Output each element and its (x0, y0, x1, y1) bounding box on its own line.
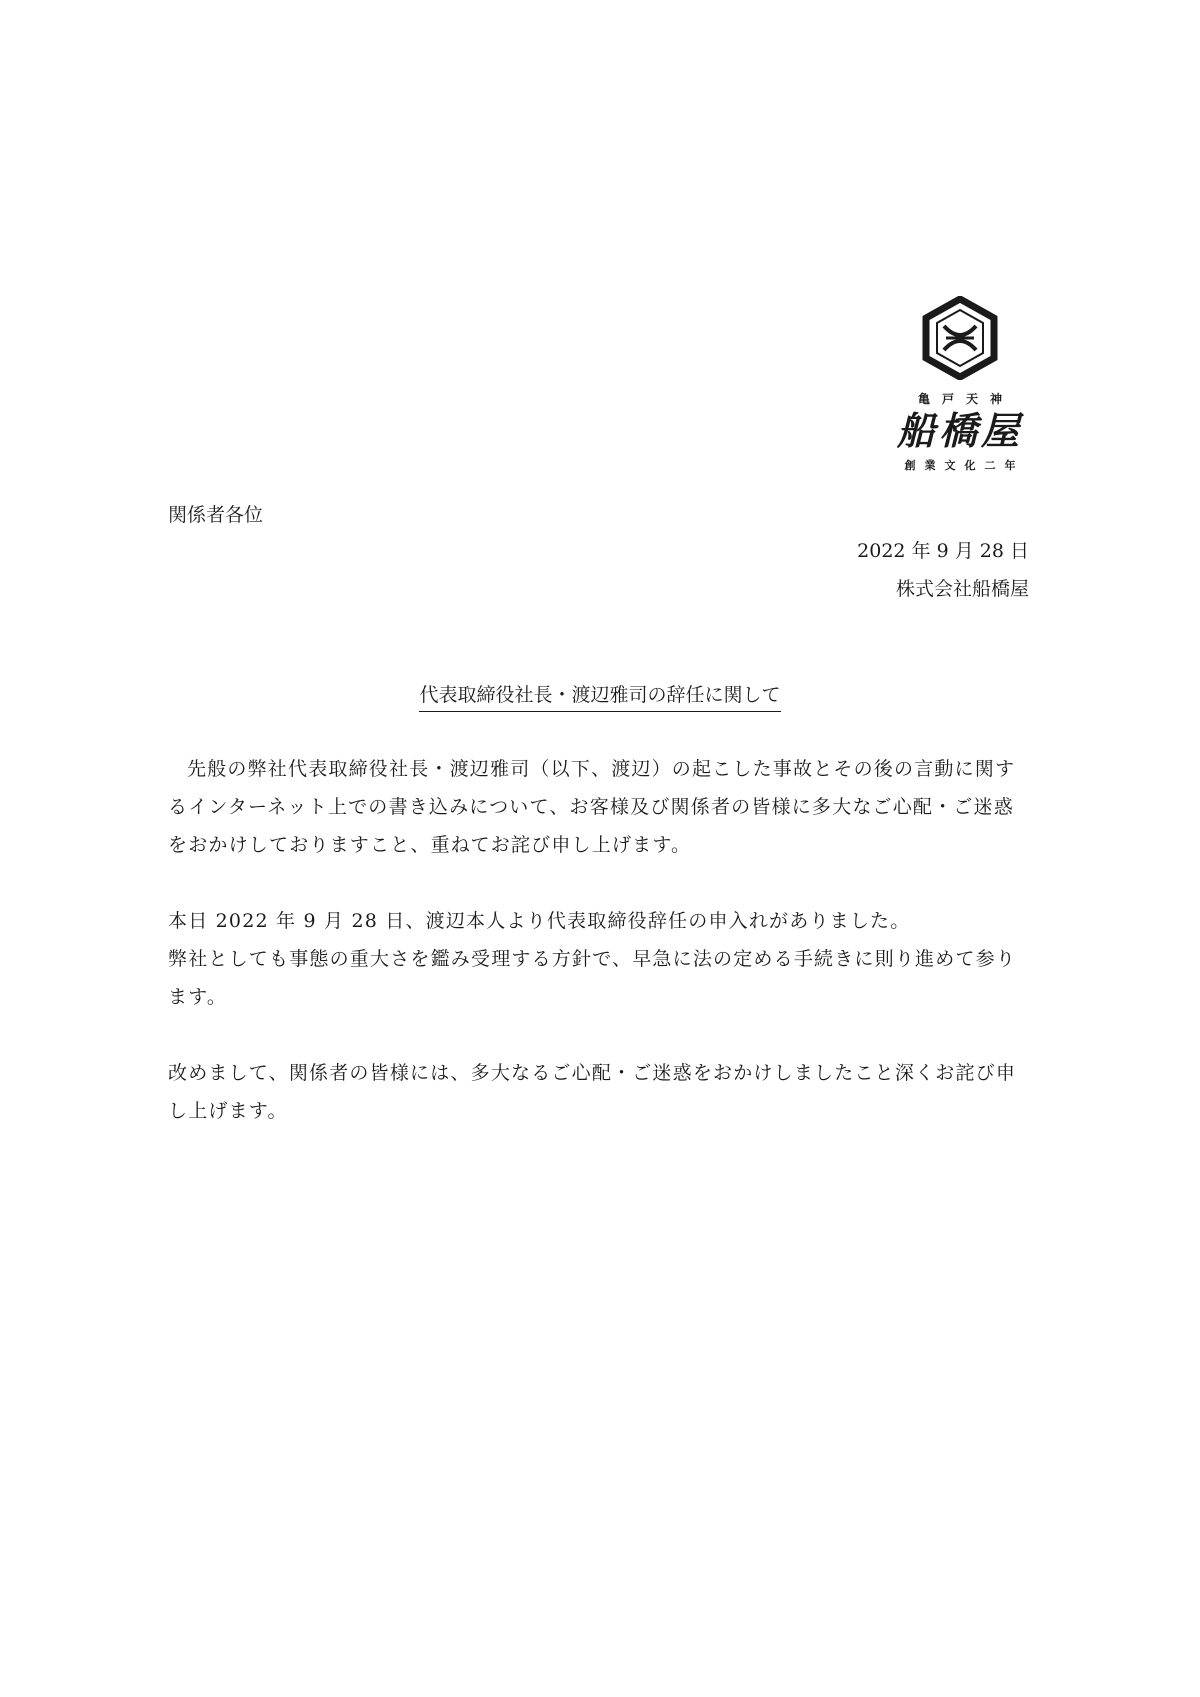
paragraph-closing: 改めまして、関係者の皆様には、多大なるご心配・ご迷惑をおかけしましたこと深くお詫び申し上げます。 (168, 1062, 1017, 1122)
title-container (0, 680, 1200, 712)
document-date: 2022 年 9 月 28 日 (857, 540, 1029, 562)
document-body (168, 750, 1030, 1130)
hexagon-crest-icon (922, 296, 998, 380)
addressee: 関係者各位 (168, 504, 264, 526)
company-logo (885, 296, 1035, 476)
paragraph-resignation-line2: 弊社としても事態の重大さを鑑み受理する方針で、早急に法の定める手続きに則り進めて参ります。 (168, 948, 1017, 1008)
logo-brand-name: 船橋屋 (896, 408, 1023, 453)
logo-established: 創業文化二年 (904, 459, 1025, 472)
logo-subtitle: 亀戸天神 (917, 392, 1014, 406)
paragraph-spacer (168, 1016, 1030, 1054)
paragraph-resignation-line1: 本日 2022 年 9 月 28 日、渡辺本人より代表取締役辞任の申入れがありました。 (168, 910, 911, 932)
paragraph-spacer (168, 864, 1030, 902)
document-title: 代表取締役社長・渡辺雅司の辞任に関して (419, 680, 780, 712)
company-name: 株式会社船橋屋 (895, 578, 1029, 600)
paragraph-apology: 先般の弊社代表取締役社長・渡辺雅司（以下、渡辺）の起こした事故とその後の言動に関するインターネット上での書き込みについて、お客様及び関係者の皆様に多大なご心配・ご迷惑をおかけしておりますこと、重ねてお詫び申し上げます。 (168, 758, 1016, 856)
